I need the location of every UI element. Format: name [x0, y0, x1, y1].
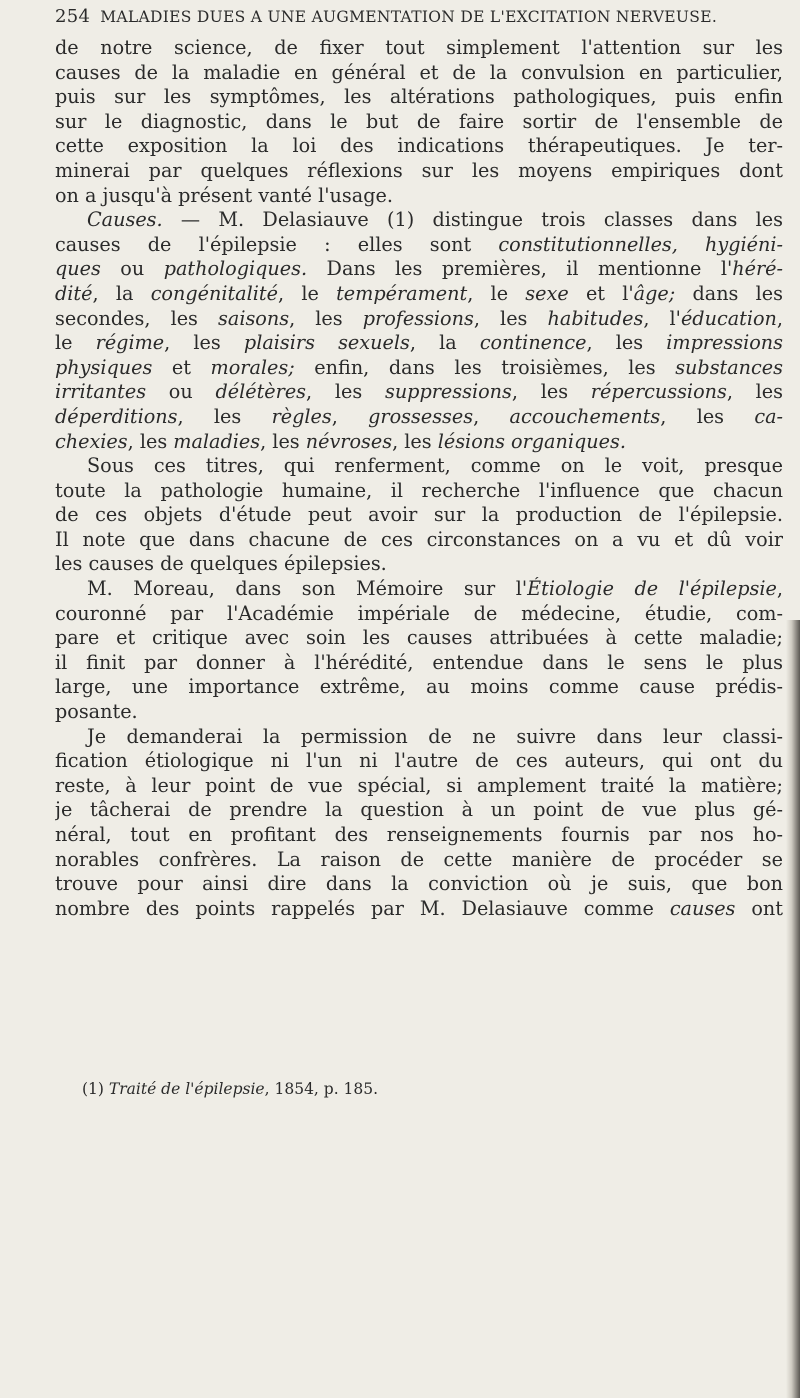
italic-term: plaisirs sexuels [243, 331, 410, 355]
text-run: — M. Delasiauve (1) distingue trois classes dans les [162, 208, 783, 232]
text-run: , [776, 306, 783, 330]
text-line [55, 503, 783, 528]
text-line [55, 651, 783, 676]
text-run: , les [511, 380, 591, 404]
text-run: Je demanderai la permission de ne suivre dans leur classi- [87, 724, 783, 748]
text-line [55, 774, 783, 799]
italic-term: maladies [173, 429, 261, 453]
text-run: causes de la maladie en général et de la convulsion en particulier, [55, 60, 783, 84]
italic-term: causes [669, 896, 736, 920]
text-run: , les [260, 429, 306, 453]
text-line [55, 430, 783, 455]
italic-term: constitutionnelles, hygiéni- [498, 232, 783, 256]
italic-term: ca- [754, 404, 783, 428]
footnote-marker: (1) [82, 1080, 104, 1098]
text-run: Sous ces titres, qui renferment, comme on le voit, presque [87, 454, 783, 478]
text-run: norables confrères. La raison de cette manière de procéder se [55, 847, 783, 871]
text-line [55, 700, 783, 725]
text-run: M. Moreau, dans son Mémoire sur l' [87, 577, 528, 601]
text-run: de ces objets d'étude peut avoir sur la production de l'épilepsie. [55, 503, 783, 527]
text-run: posante. [55, 700, 138, 724]
text-line [55, 110, 783, 135]
text-line [55, 848, 783, 873]
text-line [55, 233, 783, 258]
text-run: toute la pathologie humaine, il recherche l'influence que chacun [55, 478, 783, 502]
text-line [55, 479, 783, 504]
text-line [55, 675, 783, 700]
text-run: , les [473, 306, 548, 330]
italic-term: règles [271, 404, 332, 428]
text-line [55, 897, 783, 922]
text-run: , [776, 577, 783, 601]
italic-term: répercussions [590, 380, 727, 404]
text-run: , les [306, 380, 385, 404]
text-run: ont [735, 896, 783, 920]
italic-term: professions [362, 306, 474, 330]
text-line [55, 872, 783, 897]
italic-term: saisons [218, 306, 290, 330]
text-run: , le [277, 281, 337, 305]
text-line [55, 307, 783, 332]
text-line [55, 159, 783, 184]
text-line [55, 725, 783, 750]
running-title: MALADIES DUES A UNE AUGMENTATION DE L'EXCITATION NERVEUSE. [100, 8, 718, 26]
italic-term: éducation [680, 306, 777, 330]
page-number: 254 [55, 6, 91, 27]
text-run: , les [164, 331, 244, 355]
text-run: et l' [568, 281, 634, 305]
text-run: ou [100, 257, 164, 281]
italic-term: sexe [525, 281, 569, 305]
text-line [55, 184, 783, 209]
text-line [55, 331, 783, 356]
text-line [55, 36, 783, 61]
text-line [55, 405, 783, 430]
text-line [55, 823, 783, 848]
footnote-title: Traité de l'épilepsie [108, 1080, 265, 1098]
text-line [55, 528, 783, 553]
text-run: , les [127, 429, 174, 453]
italic-term: âge; [633, 281, 676, 305]
italic-term: impressions [666, 331, 783, 355]
italic-term: habitudes [547, 306, 644, 330]
text-run: enfin, dans les troisièmes, les [294, 355, 676, 379]
text-run: secondes, les [55, 306, 219, 330]
text-line [55, 749, 783, 774]
page-header [55, 6, 785, 27]
text-run: on a jusqu'à présent vanté l'usage. [55, 183, 393, 207]
italic-term: dité [55, 281, 93, 305]
italic-term: suppressions [384, 380, 512, 404]
body-text [55, 36, 783, 921]
italic-term: congénitalité [150, 281, 278, 305]
text-run: Dans les premières, il mentionne l' [307, 257, 733, 281]
text-line [55, 380, 783, 405]
text-run: , les [726, 380, 783, 404]
italic-term: grossesses [368, 404, 474, 428]
italic-term: physiques [55, 355, 153, 379]
italic-term: délétères [215, 380, 307, 404]
text-line [55, 602, 783, 627]
text-line [55, 454, 783, 479]
text-line [55, 552, 783, 577]
text-run: il finit par donner à l'hérédité, entendue dans le sens le plus [55, 650, 783, 674]
text-line [55, 626, 783, 651]
italic-term: ques [55, 257, 101, 281]
text-line [55, 85, 783, 110]
text-run: sur le diagnostic, dans le but de faire sortir de l'ensemble de [55, 109, 783, 133]
text-run: , la [409, 331, 480, 355]
italic-term: héré- [732, 257, 783, 281]
text-line [55, 61, 783, 86]
text-line [55, 257, 783, 282]
text-run: , les [392, 429, 438, 453]
text-run: cette exposition la loi des indications thérapeutiques. Je ter- [55, 134, 783, 158]
text-run: ou [146, 380, 216, 404]
italic-term: pathologiques. [163, 257, 308, 281]
text-line [55, 134, 783, 159]
text-run: large, une importance extrême, au moins comme cause prédis- [55, 675, 783, 699]
text-run: , la [92, 281, 151, 305]
italic-term: lésions organiques. [437, 429, 626, 453]
text-run: causes de l'épilepsie : elles sont [55, 232, 499, 256]
text-line [55, 577, 783, 602]
text-run: Il note que dans chacune de ces circonstances on a vu et dû voir [55, 527, 783, 551]
text-run: , [473, 404, 510, 428]
italic-term: névroses [305, 429, 393, 453]
italic-term: continence [479, 331, 587, 355]
text-run: minerai par quelques réflexions sur les moyens empiriques dont [55, 158, 783, 182]
italic-term: accouchements [509, 404, 661, 428]
text-run: fication étiologique ni l'un ni l'autre de ces auteurs, qui ont du [55, 749, 783, 773]
page-edge-shadow [786, 620, 800, 1398]
text-run: le [55, 331, 96, 355]
text-run: reste, à leur point de vue spécial, si amplement traité la matière; [55, 773, 783, 797]
footnote-reference: , 1854, p. 185. [264, 1080, 379, 1098]
italic-term: Causes. [87, 208, 163, 232]
text-run: , les [289, 306, 363, 330]
italic-term: irritantes [55, 380, 147, 404]
italic-term: morales; [210, 355, 295, 379]
text-run: trouve pour ainsi dire dans la conviction où je suis, que bon [55, 872, 783, 896]
text-line [55, 356, 783, 381]
text-run: puis sur les symptômes, les altérations pathologiques, puis enfin [55, 85, 783, 109]
text-run: néral, tout en profitant des renseignements fournis par nos ho- [55, 823, 783, 846]
italic-term: tempérament [336, 281, 468, 305]
text-run: , les [586, 331, 667, 355]
italic-term: substances [675, 355, 783, 379]
text-run: , les [660, 404, 755, 428]
text-run: , l' [643, 306, 681, 330]
footnote [82, 1080, 378, 1098]
italic-term: Étiologie de l'épilepsie [527, 577, 777, 601]
text-run: , les [177, 404, 272, 428]
text-line [55, 282, 783, 307]
italic-term: déperditions [55, 404, 178, 428]
text-run: nombre des points rappelés par M. Delasiauve comme [55, 896, 670, 920]
text-run: et [152, 355, 211, 379]
text-run: couronné par l'Académie impériale de médecine, étudie, com- [55, 601, 783, 625]
text-run: pare et critique avec soin les causes attribuées à cette maladie; [55, 626, 783, 650]
text-run: , le [467, 281, 526, 305]
text-run: dans les [675, 281, 783, 305]
italic-term: chexies [55, 429, 128, 453]
text-line [55, 208, 783, 233]
text-run: les causes de quelques épilepsies. [55, 552, 387, 576]
text-run: de notre science, de fixer tout simplement l'attention sur les [55, 36, 783, 59]
text-line [55, 798, 783, 823]
italic-term: régime [95, 331, 165, 355]
text-run: je tâcherai de prendre la question à un point de vue plus gé- [55, 798, 783, 822]
text-run: , [331, 404, 369, 428]
